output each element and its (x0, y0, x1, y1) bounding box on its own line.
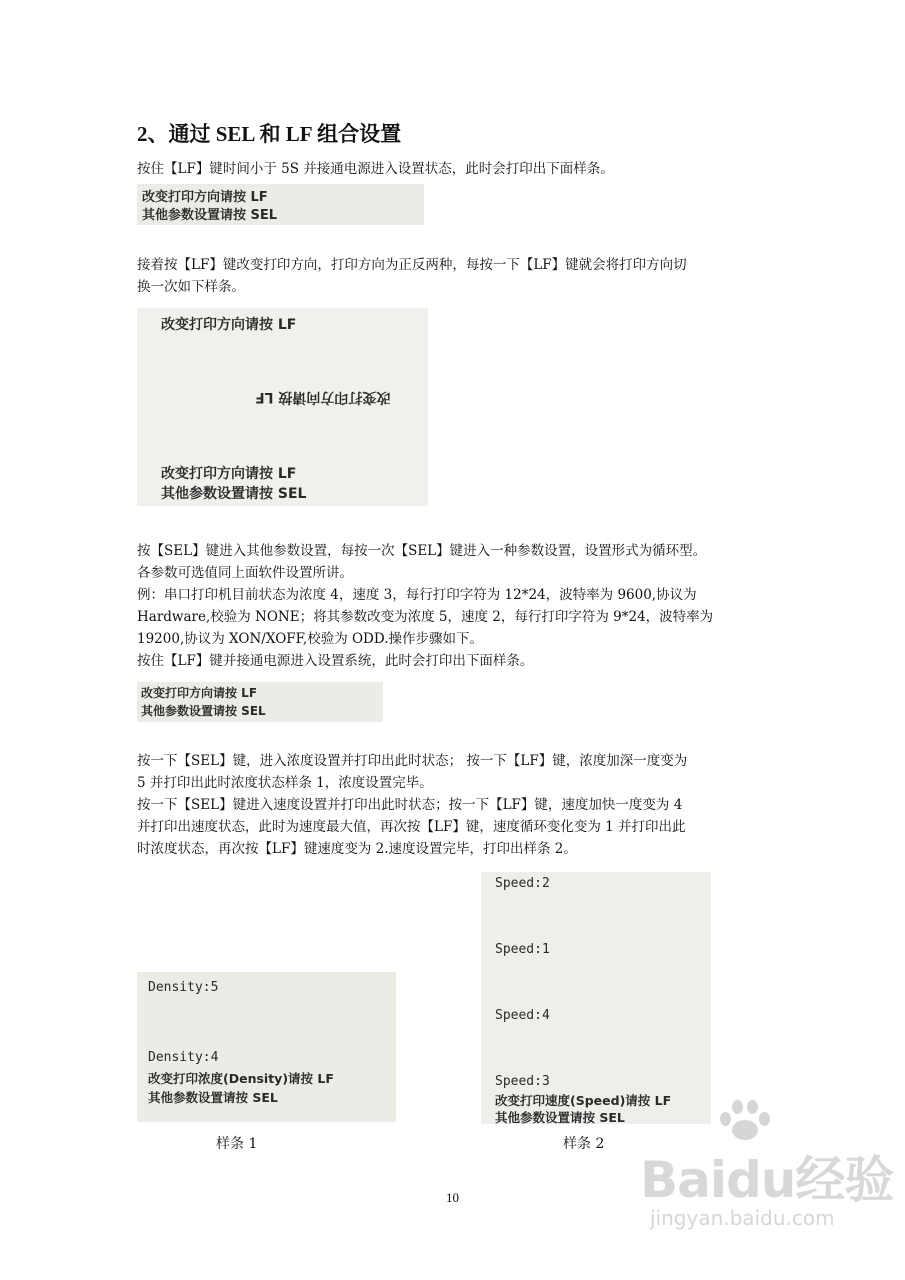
print-sample-strip-1 (137, 184, 424, 225)
density-4-label: Density:4 (148, 1050, 219, 1065)
density-strip-line-3: 改变打印浓度(Density)请按 LF (148, 1071, 334, 1086)
print-sample-strip-3 (137, 682, 383, 722)
sample-1-caption: 样条 1 (216, 1136, 258, 1152)
paragraph-density-speed (137, 750, 777, 860)
strip-2-line-3: 改变打印方向请按 LF (161, 466, 297, 482)
paragraph-direction-line-2: 换一次如下样条。 (137, 279, 245, 295)
page-number: 10 (446, 1190, 459, 1205)
paragraph-sel-line-4: Hardware,校验为 NONE；将其参数改变为浓度 5，速度 2，每行打印字符为 9*24，波特率为 (137, 609, 714, 625)
speed-1-label: Speed:1 (495, 942, 550, 957)
watermark-url: jingyan.baidu.com (650, 1206, 835, 1230)
strip-3-line-1: 改变打印方向请按 LF (141, 686, 258, 700)
speed-strip-line-6: 其他参数设置请按 SEL (495, 1110, 625, 1125)
paragraph-density-speed-line-4: 并打印出速度状态，此时为速度最大值，再次按【LF】键，速度循环变化变为 1 并打印出此 (137, 819, 686, 835)
speed-3-label: Speed:3 (495, 1074, 550, 1089)
paragraph-direction-line-1: 接着按【LF】键改变打印方向，打印方向为正反两种，每按一下【LF】键就会将打印方向切 (137, 257, 687, 273)
strip-2-flipped-line: 改变打印方向请按 LF (255, 389, 391, 405)
paragraph-direction (137, 254, 777, 298)
speed-strip-line-5: 改变打印速度(Speed)请按 LF (495, 1093, 672, 1108)
speed-4-label: Speed:4 (495, 1008, 550, 1023)
paragraph-density-speed-line-3: 按一下【SEL】键进入速度设置并打印出此时状态；按一下【LF】键，速度加快一度变为 4 (137, 797, 683, 813)
paragraph-sel-line-3: 例：串口打印机目前状态为浓度 4，速度 3，每行打印字符为 12*24，波特率为 9600,协议为 (137, 587, 697, 603)
density-strip-line-4: 其他参数设置请按 SEL (148, 1090, 278, 1105)
intro-paragraph: 按住【LF】键时间小于 5S 并接通电源进入设置状态，此时会打印出下面样条。 (137, 161, 614, 177)
strip-1-line-2: 其他参数设置请按 SEL (142, 208, 278, 223)
speed-2-label: Speed:2 (495, 876, 550, 891)
strip-1-line-1: 改变打印方向请按 LF (142, 190, 268, 205)
paragraph-density-speed-line-2: 5 并打印出此时浓度状态样条 1，浓度设置完毕。 (137, 775, 433, 791)
paragraph-density-speed-line-1: 按一下【SEL】键，进入浓度设置并打印出此时状态； 按一下【LF】键，浓度加深一度变为 (137, 753, 688, 769)
paragraph-sel-line-6: 按住【LF】键并接通电源进入设置系统，此时会打印出下面样条。 (137, 653, 534, 669)
paragraph-sel-line-5: 19200,协议为 XON/XOFF,校验为 ODD.操作步骤如下。 (137, 631, 484, 647)
paragraph-sel (137, 540, 777, 672)
strip-2-line-1: 改变打印方向请按 LF (161, 317, 297, 333)
paragraph-sel-line-2: 各参数可选值同上面软件设置所讲。 (137, 565, 353, 581)
density-5-label: Density:5 (148, 980, 219, 995)
strip-2-line-4: 其他参数设置请按 SEL (161, 486, 307, 502)
sample-2-caption: 样条 2 (563, 1136, 605, 1152)
strip-3-line-2: 其他参数设置请按 SEL (141, 704, 266, 718)
print-sample-strip-2 (137, 308, 428, 506)
baidu-paw-icon (716, 1098, 776, 1142)
print-sample-speed (481, 872, 711, 1124)
section-heading: 2、通过 SEL 和 LF 组合设置 (137, 122, 402, 146)
paragraph-density-speed-line-5: 时浓度状态，再次按【LF】键速度变为 2.速度设置完毕，打印出样条 2。 (137, 841, 577, 857)
paragraph-sel-line-1: 按【SEL】键进入其他参数设置，每按一次【SEL】键进入一种参数设置，设置形式为循环型。 (137, 543, 707, 559)
watermark-logo: Baidu经验 (640, 1151, 894, 1209)
print-sample-density (137, 972, 396, 1122)
